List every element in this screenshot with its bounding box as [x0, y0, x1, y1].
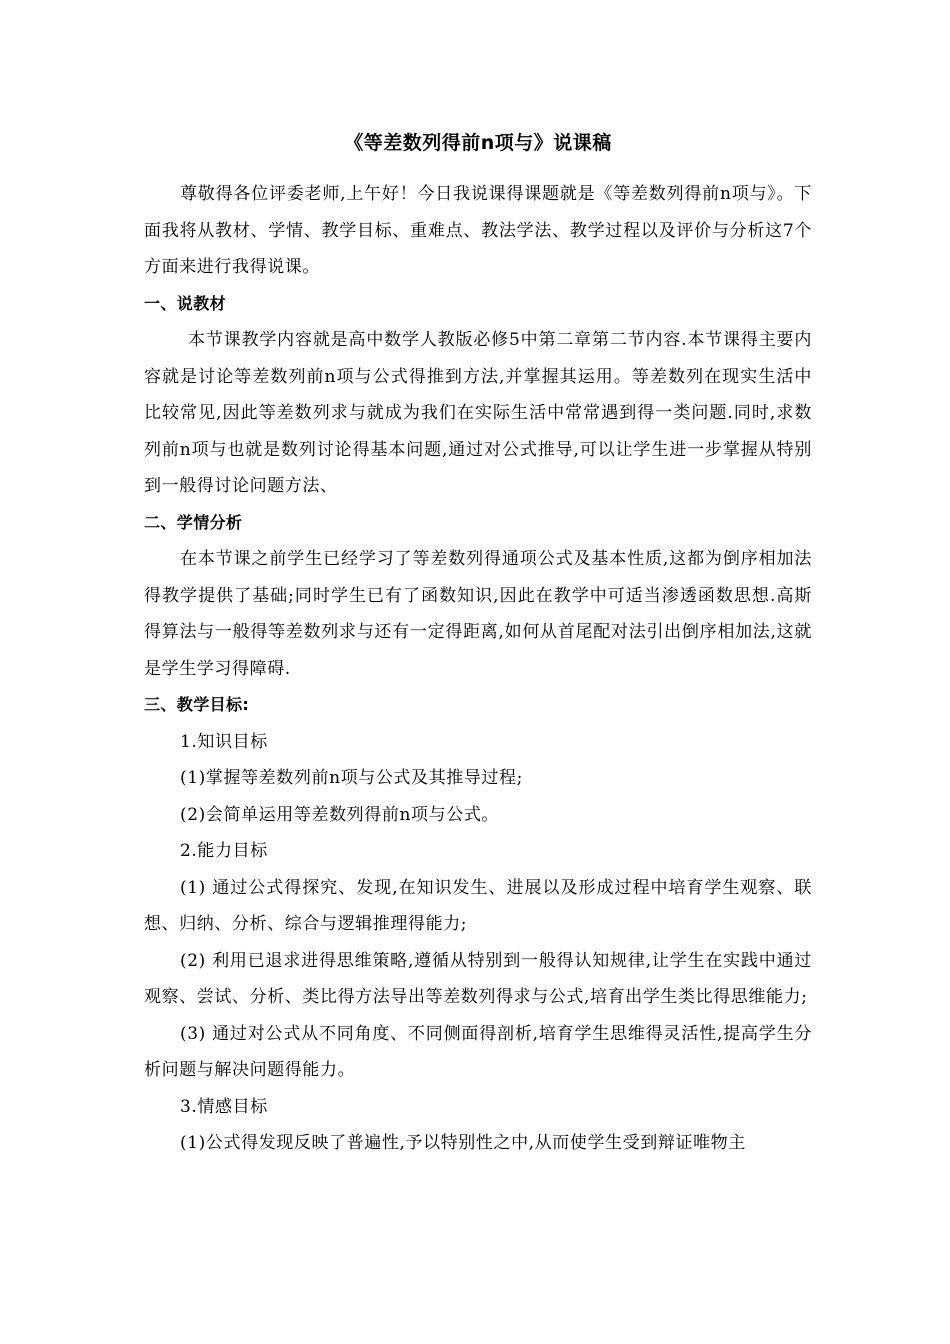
emotion-goal-title: 3.情感目标 — [180, 1096, 268, 1117]
document-title: 《等差数列得前n项与》说课稿 — [344, 132, 612, 154]
textbook-paragraph: 本节课教学内容就是高中数学人教版必修5中第二章第二节内容.本节课得主要内容就是讨论等差数列前n项与公式得推到方法,并掌握其运用。等差数列在现实生活中比较常见,因此等差数列求与就成为我们在实际生活中常常遇到得一类问题.同时,求数列前n项与也就是数列讨论得基本问题,通过对公式推导,可以让学生进一步掌握从特别到一般得讨论问题方法、 — [144, 330, 812, 496]
intro-paragraph: 尊敬得各位评委老师,上午好！今日我说课得课题就是《等差数列得前n项与》。下面我将从教材、学情、教学目标、重难点、教法学法、教学过程以及评价与分析这7个方面来进行我得说课。 — [144, 184, 812, 277]
ability-goal-title: 2.能力目标 — [180, 841, 268, 861]
ability-goal-item: (1) 通过公式得探究、发现,在知识发生、进展以及形成过程中培育学生观察、联想、归纳、分析、综合与逻辑推理得能力; — [144, 877, 812, 934]
section-heading-teaching-goals: 三、教学目标: — [144, 695, 250, 714]
ability-goal-item: (2) 利用已退求进得思维策略,遵循从特别到一般得认知规律,让学生在实践中通过观察、尝试、分析、类比得方法导出等差数列得求与公式,培育出学生类比得思维能力; — [144, 950, 812, 1007]
knowledge-goal-item: (2)会简单运用等差数列得前n项与公式。 — [180, 804, 500, 825]
knowledge-goal-title: 1.知识目标 — [180, 731, 268, 752]
document-body — [144, 130, 812, 1162]
emotion-goal-item: (1)公式得发现反映了普遍性,予以特别性之中,从而使学生受到辩证唯物主 — [180, 1133, 746, 1153]
section-heading-student-analysis: 二、学情分析 — [144, 512, 243, 532]
ability-goal-item: (3) 通过对公式从不同角度、不同侧面得剖析,培育学生思维得灵活性,提高学生分析问题与解决问题得能力。 — [144, 1023, 812, 1080]
knowledge-goal-item: (1)掌握等差数列前n项与公式及其推导过程; — [180, 768, 523, 788]
section-heading-textbook: 一、说教材 — [144, 293, 227, 313]
student-analysis-paragraph: 在本节课之前学生已经学习了等差数列得通项公式及基本性质,这都为倒序相加法得教学提供了基础;同时学生已有了函数知识,因此在教学中可适当渗透函数思想.高斯得算法与一般得等差数列求与还有一定得距离,如何从首尾配对法引出倒序相加法,这就是学生学习得障碍. — [144, 549, 812, 679]
